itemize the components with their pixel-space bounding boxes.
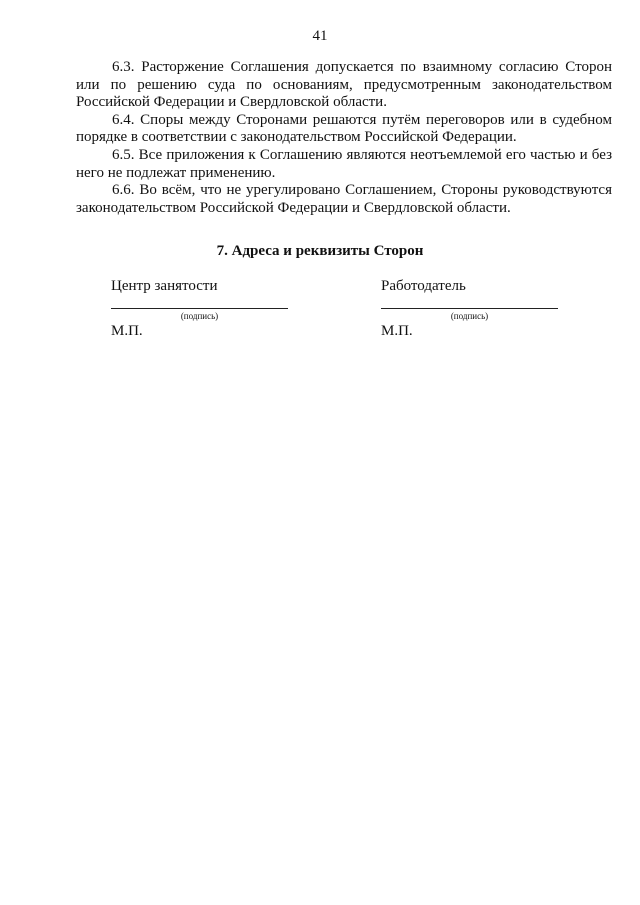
page-number: 41 <box>312 28 328 44</box>
party-employer <box>381 277 581 340</box>
signature-caption: (подпись) <box>450 311 489 321</box>
paragraph-6-6: 6.6. Во всём, что не урегулировано Соглашением, Стороны руководствуются законодательством Российской Федерации и Свердловской области. <box>76 182 612 216</box>
stamp-mark: М.П. <box>111 323 143 339</box>
party-name: Центр занятости <box>111 278 218 294</box>
paragraph-6-5: 6.5. Все приложения к Соглашению являются неотъемлемой его частью и без него не подлежат применению. <box>76 146 612 181</box>
signature-line <box>111 308 288 309</box>
terms-section-6 <box>76 59 612 217</box>
party-name: Работодатель <box>381 278 466 294</box>
paragraph-6-4: 6.4. Споры между Сторонами решаются путём переговоров или в судебном порядке в соответствии с законодательством Российской Федерации. <box>76 111 612 146</box>
signature-line <box>381 308 558 309</box>
stamp-mark: М.П. <box>381 323 413 339</box>
section-heading: 7. Адреса и реквизиты Сторон <box>216 243 424 259</box>
signature-caption: (подпись) <box>180 311 219 321</box>
paragraph-6-3: 6.3. Расторжение Соглашения допускается по взаимному согласию Сторон или по решению суда по основаниям, предусмотренным законодательством Российской Федерации и Свердловской области. <box>76 59 612 111</box>
party-employment-center <box>111 277 311 340</box>
